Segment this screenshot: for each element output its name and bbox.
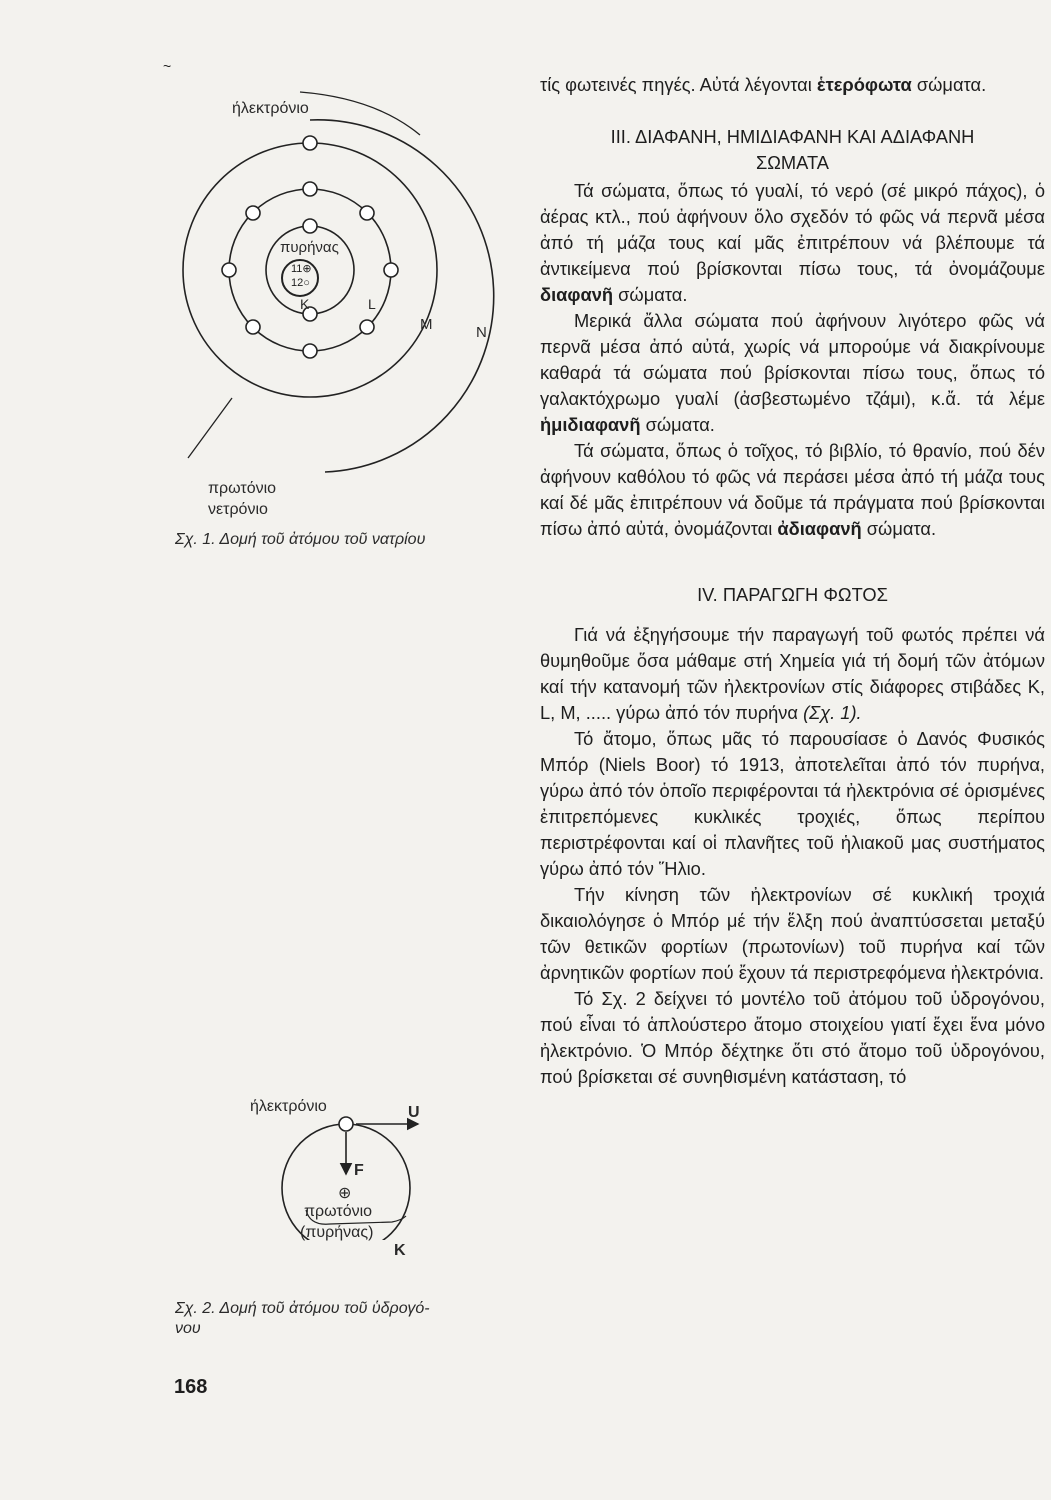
stray-mark: ~ [163,58,172,74]
section-heading-4: IV. ΠΑΡΑΓΩΓΗ ΦΩΤΟΣ [697,584,888,605]
f-label: F [354,1162,364,1179]
paragraph: Τήν κίνηση τῶν ἠλεκτρονίων σέ κυκλική τροχιά δικαιολόγησε ὁ Μπόρ μέ τήν ἕλξη πού ἀναπτύσσεται μεταξύ τῶν θετικῶν φορτίων (πρωτονίων) τοῦ πυρήνα καί τῶν ἀρνητικῶν φορτίων πού ἔχουν τά περιστρεφόμενα ἠλεκτρόνια. [540,884,1045,983]
electron [360,320,374,334]
paragraph: Τά σώματα, ὅπως τό γυαλί, τό νερό (σέ μικρό πάχος), ὁ ἀέρας κτλ., πού ἀφήνουν ὅλο σχεδόν τό φῶς νά περνᾶ μέσα ἀπό τή μάζα τους καί μᾶς ἐπιτρέπουν νά βλέπουμε τά ἀντικείμενα πού βρίσκονται πίσω τους, τά ὀνομάζουμε διαφανῆ σώματα. [540,180,1045,305]
body-text [540,72,1045,1090]
electron [303,219,317,233]
electron-pointer [300,92,420,135]
fig2-electron-label: ήλεκτρόνιο [250,1098,327,1115]
electron-label: ήλεκτρόνιο [232,100,309,117]
electron [360,206,374,220]
electron [303,136,317,150]
plus-sign: ⊕ [338,1185,352,1202]
figure-2-caption-line2: νου [175,1320,201,1337]
paragraph: Τό Σχ. 2 δείχνει τό μοντέλο τοῦ ἀτόμου τοῦ ὑδρογόνου, πού εἶναι τό ἁπλούστερο ἄτομο στοιχείου γιατί ἔχει ἕνα μόνο ἠλεκτρόνιο. Ὁ Μπόρ δέχτηκε ὅτι στό ἄτομο τοῦ ὑδρογόνου, πού βρίσκεται σέ συνηθισμένη κατάσταση, τό [540,988,1045,1087]
paragraph: Τό ἄτομο, ὅπως μᾶς τό παρουσίασε ὁ Δανός Φυσικός Μπόρ (Niels Boor) τό 1913, ἀποτελεῖται ἀπό τόν πυρήνα, γύρω ἀπό τόν ὁποῖο περιφέρονται τά ἠλεκτρόνια σέ ὁρισμένες ἐπιτρεπόμενες κυκλικές τροχιές, ὅπως περίπου περιστρέφονται καί οἱ πλανῆτες τοῦ ἡλιακοῦ μας συστήματος γύρω ἀπό τόν Ἥλιο. [540,728,1045,879]
proton-pointer [188,398,232,458]
shell-l-label: L [368,296,376,312]
shell-n-label: N [476,324,487,341]
u-label: U [408,1104,420,1121]
shell-k-label: K [300,296,310,312]
neutron-count: 12○ [291,277,310,289]
electron [222,263,236,277]
page-number: 168 [174,1376,208,1398]
paragraph: Μερικά ἄλλα σώματα πού ἀφήνουν λιγότερο φῶς νά περνᾶ μέσα ἀπό αὐτά, χωρίς νά μπορούμε νά διακρίνουμε καθαρά τά σώματα πού βρίσκονται πίσω τους, ὅπως τό γαλακτόχρωμο γυαλί (ἀσβεστωμένο τζάμι), κ.ἄ. τά λέμε ἡμιδιαφανῆ σώματα. [540,310,1045,435]
figure-2 [170,1090,470,1350]
paragraph: Γιά νά ἐξηγήσουμε τήν παραγωγή τοῦ φωτός πρέπει νά θυμηθοῦμε ὅσα μάθαμε στή Χημεία γιά τή δομή τῶν ἀτόμων καί τήν κατανομή τῶν ἠλεκτρονίων στίς διάφορες στιβάδες K, L, M, ..... γύρω ἀπό τόν πυρήνα (Σχ. 1). [540,624,1045,723]
electron [303,344,317,358]
figure-1 [150,80,520,560]
paragraph: τίς φωτεινές πηγές. Αὐτά λέγονται ἑτερόφωτα σώματα. [540,74,987,95]
section-heading-3: ΙΙΙ. ΔΙΑΦΑΝΗ, ΗΜΙΔΙΑΦΑΝΗ ΚΑΙ ΑΔΙΑΦΑΝΗ ΣΩΜΑΤΑ [610,126,975,173]
nucleus-label: πυρήνας [280,239,339,256]
electron [384,263,398,277]
fig2-nucleus-label: (πυρήνας) [300,1224,374,1241]
sodium-atom-diagram [150,80,520,560]
shell-m-label: M [420,316,433,333]
k-label: K [394,1242,406,1259]
electron [246,320,260,334]
shell-n-orbit [310,120,494,472]
paragraph: Τά σώματα, ὅπως ὁ τοῖχος, τό βιβλίο, τό θρανίο, πού δέν ἀφήνουν καθόλου τό φῶς νά περάσει μέσα ἀπό τή μάζα τους καί δέ μᾶς ἐπιτρέπουν νά δοῦμε τά πράγματα πού βρίσκονται πίσω ἀπό αὐτά, ὀνομάζονται ἀδιαφανῆ σώματα. [540,440,1045,539]
proton-label: πρωτόνιο [208,480,277,497]
figure-1-caption: Σχ. 1. Δομή τοῦ ἀτόμου τοῦ νατρίου [175,531,426,548]
electron [303,182,317,196]
electron [339,1117,353,1131]
fig2-proton-label: πρωτόνιο [304,1203,373,1220]
figure-2-caption-line1: Σχ. 2. Δομή τοῦ ἀτόμου τοῦ ὑδρογό- [175,1300,430,1317]
neutron-label: νετρόνιο [208,501,268,518]
proton-count: 11⊕ [291,263,312,275]
electron [246,206,260,220]
